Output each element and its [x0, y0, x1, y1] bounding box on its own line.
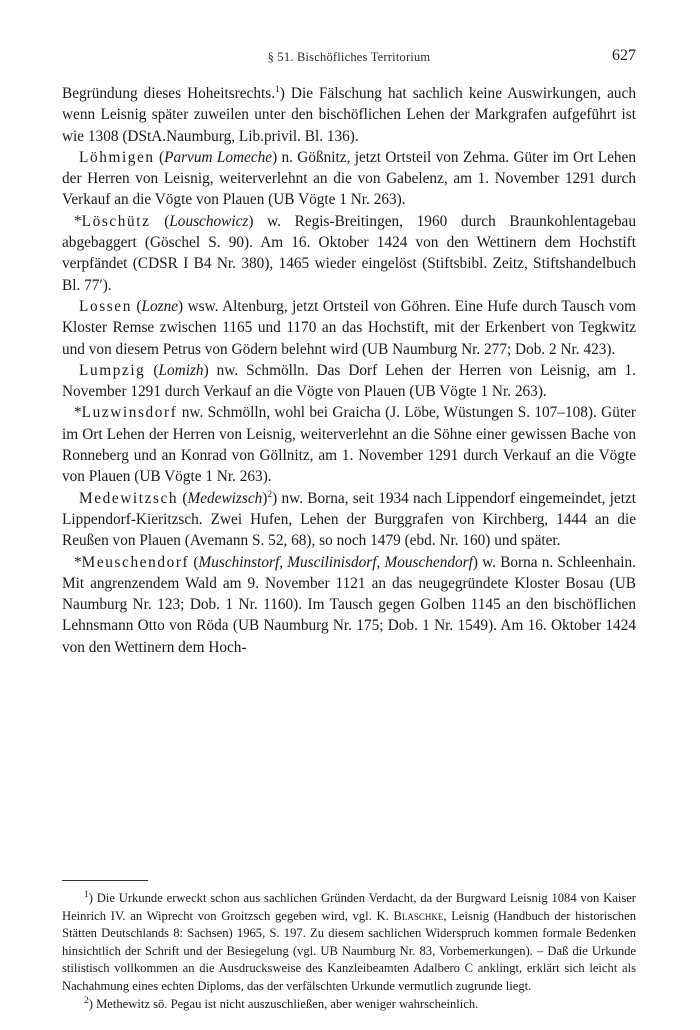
footnote	[62, 996, 636, 1014]
paragraph-continuation	[62, 83, 636, 147]
footnote-number: 2	[84, 995, 89, 1006]
place-entry: Lossen (Lozne) wsw. Altenburg, jetzt Ortsteil von Göhren. Eine Hufe durch Tausch vom Kloster Remse zwischen 1165 und 1170 an das Hochstift, mit der Erkenbert von Tegkwitz und von diesem Petrus von Gödern belehnt wird (UB Naumburg Nr. 277; Dob. 2 Nr. 423).	[62, 297, 636, 358]
place-variant: Medewizsch	[187, 489, 263, 507]
entry-text: nw. Schmölln. Das Dorf Lehen der Herren von Leisnig, am 1. November 1291 durch Verkauf an die Vögte von Plauen (UB Vögte 1 Nr. 263).	[62, 361, 636, 401]
paragraph-text: Begründung dieses Hoheitsrechts.	[62, 85, 276, 102]
footnote-text: , Leisnig (Handbuch der historischen Stätten Deutschlands 8: Sachsen) 1965, S. 197. Zu diesem sachlichen Widerspruch kommen formale Bedenken hinsichtlich der Schrift und der Besiegelung (vgl. UB Naumburg Nr. 83, Vorbemerkungen). – Daß die Urkunde stilistisch vollkommen an die Ausdrucksweise des Kanzleibeamten Adalbero C anklingt, erklärt sich leicht als Nachahmung eines echten Diploms, das der verfälschten Urkunde vermutlich zugrunde liegt.	[62, 908, 636, 993]
author-name: Blaschke	[393, 908, 444, 923]
place-entry-desert	[62, 402, 636, 487]
place-name: Lumpzig	[79, 361, 146, 379]
place-entry: Löhmigen (Parvum Lomeche) n. Gößnitz, jetzt Ortsteil von Zehma. Güter im Ort Lehen der Herren von Leisnig, weiterverlehnt an die von Gabelenz, am 1. November 1291 durch Verkauf an die Vögte von Plauen (UB Vögte 1 Nr. 263).	[62, 148, 636, 209]
footnote	[62, 890, 636, 996]
place-entry: Lumpzig (Lomizh) nw. Schmölln. Das Dorf Lehen der Herren von Leisnig, am 1. November 1291 durch Verkauf an die Vögte von Plauen (UB Vögte 1 Nr. 263).	[62, 361, 636, 401]
place-variant: Parvum Lomeche	[164, 148, 273, 166]
place-entry: Medewitzsch (Medewizsch)$^2$) nw. Borna, seit 1934 nach Lippendorf eingemeindet, jetzt Lippendorf-Kieritzsch. Zwei Hufen, Lehen der Burggrafen von Kirchberg, 1444 an die Reußen von Plauen (Avemann S. 52, 68), so noch 1479 (ebd. Nr. 160) und später.	[62, 489, 637, 550]
place-variant: Lomizh	[158, 361, 204, 379]
place-variant: Lozne	[141, 297, 179, 315]
entry-text: w. Regis-Breitingen, 1960 durch Braunkohlentagebau abgebaggert (Göschel S. 90). Am 16. Oktober 1424 von den Wettinern dem Hochstift verpfändet (CDSR I B4 Nr. 380), 1465 wieder eingelöst (Stiftsbibl. Zeitz, Stiftshandelbuch Bl. 77′).	[62, 212, 636, 294]
place-name: Lossen	[79, 297, 132, 315]
page-number: 627	[612, 47, 636, 64]
footnote-text: ) Die Urkunde erweckt schon aus sachlichen Gründen Verdacht, da der Burgward Leisnig 1084 von Kaiser Heinrich IV. an Wiprecht von Groitzsch gegeben wird, vgl. K.	[62, 891, 636, 923]
footnote-marker: 1	[275, 84, 280, 95]
footnote-text: ) Methewitz sö. Pegau ist nicht auszuschließen, aber weniger wahrscheinlich.	[88, 996, 479, 1011]
entry-text: nw. Borna, seit 1934 nach Lippendorf eingemeindet, jetzt Lippendorf-Kieritzsch. Zwei Hufen, Lehen der Burggrafen von Kirchberg, 1444 an die Reußen von Plauen (Avemann S. 52, 68), so noch 1479 (ebd. Nr. 160) und später.	[62, 489, 637, 550]
paragraph-text: ) Die Fälschung hat sachlich keine Auswirkungen, auch wenn Leisnig später zuweilen unter den bischöflichen Lehen der Markgrafen aufgeführt ist wie 1308 (DStA.Naumburg, Lib.privil. Bl. 136).	[62, 85, 636, 145]
entry-text: nw. Schmölln, wohl bei Graicha (J. Löbe, Wüstungen S. 107–108). Güter im Ort Lehen der Herren von Leisnig, weiterverlehnt an die Söhne einer gewissen Bache von Ronneberg und an Konrad von Göllnitz, am 1. November 1291 durch Verkauf an die Vögte von Plauen (UB Vögte 1 Nr. 263).	[62, 404, 636, 486]
footnote-marker: 2	[267, 489, 273, 500]
place-name: Löhmigen	[79, 148, 155, 166]
place-variant: Louschowicz	[169, 212, 249, 230]
main-text	[62, 83, 636, 658]
footnote-divider	[62, 880, 148, 881]
footnotes	[62, 890, 636, 1013]
desert-marker: *	[74, 212, 82, 230]
footnote-number: 1	[84, 889, 89, 900]
place-name: Luzwinsdorf	[81, 404, 178, 422]
desert-marker: *	[74, 404, 82, 422]
entry-text: n. Gößnitz, jetzt Ortsteil von Zehma. Güter im Ort Lehen der Herren von Leisnig, weiterverlehnt an die von Gabelenz, am 1. November 1291 durch Verkauf an die Vögte von Plauen (UB Vögte 1 Nr. 263).	[62, 148, 636, 209]
entry-text: wsw. Altenburg, jetzt Ortsteil von Göhren. Eine Hufe durch Tausch vom Kloster Remse zwischen 1165 und 1170 an das Hochstift, mit der Erkenbert von Tegkwitz und von diesem Petrus von Gödern belehnt wird (UB Naumburg Nr. 277; Dob. 2 Nr. 423).	[62, 297, 636, 358]
place-name: Löschütz	[81, 212, 151, 230]
place-name: Medewitzsch	[79, 489, 179, 507]
entry-text: w. Borna n. Schleenhain. Mit angrenzendem Wald am 9. November 1121 an das neugegründete Kloster Bosau (UB Naumburg Nr. 123; Dob. 1 Nr. 1160). Im Tausch gegen Golben 1145 an den bischöflichen Lehnsmann Otto von Röda (UB Naumburg Nr. 175; Dob. 1 Nr. 1549). Am 16. Oktober 1424 von den Wettinern dem Hoch-	[62, 553, 636, 656]
place-variant: Muschinstorf, Muscilinisdorf, Mouschendorf	[198, 553, 473, 571]
running-head	[62, 47, 636, 70]
desert-marker: *	[74, 553, 82, 571]
place-entry-desert: *Meuschendorf (Muschinstorf, Muscilinisdorf, Mouschendorf) w. Borna n. Schleenhain. Mit angrenzendem Wald am 9. November 1121 an das neugegründete Kloster Bosau (UB Naumburg Nr. 123; Dob. 1 Nr. 1160). Im Tausch gegen Golben 1145 an den bischöflichen Lehnsmann Otto von Röda (UB Naumburg Nr. 175; Dob. 1 Nr. 1549). Am 16. Oktober 1424 von den Wettinern dem Hoch-	[62, 553, 636, 656]
place-entry-desert: *Löschütz (Louschowicz) w. Regis-Breitingen, 1960 durch Braunkohlentagebau abgebaggert (Göschel S. 90). Am 16. Oktober 1424 von den Wettinern dem Hochstift verpfändet (CDSR I B4 Nr. 380), 1465 wieder eingelöst (Stiftsbibl. Zeitz, Stiftshandelbuch Bl. 77′).	[62, 212, 636, 294]
running-title: § 51. Bischöfliches Territorium	[267, 50, 431, 64]
place-name: Meuschendorf	[81, 553, 190, 571]
